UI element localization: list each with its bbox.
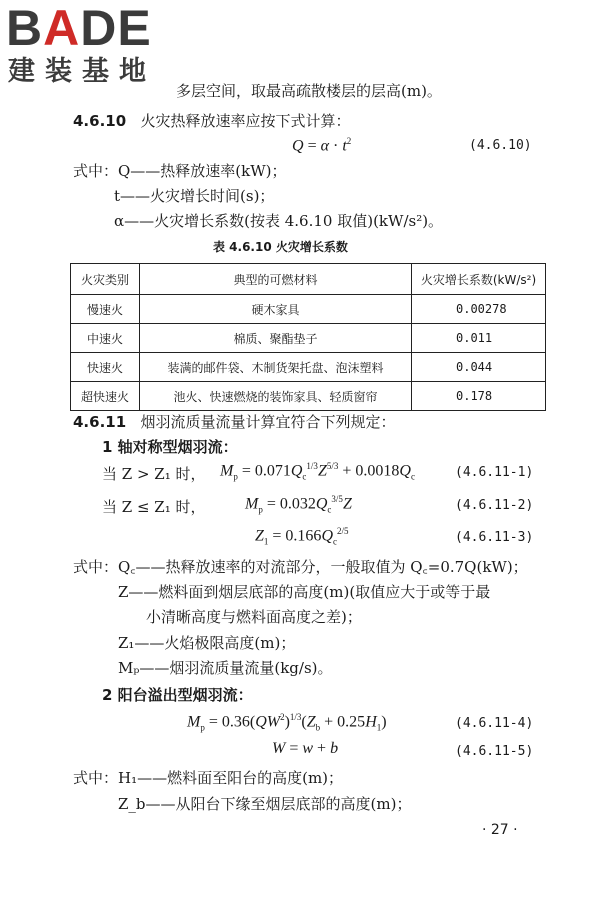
table-header: 火灾类别	[71, 264, 140, 295]
table-cell: 0.178	[412, 382, 546, 411]
table-cell: 硬木家具	[140, 295, 412, 324]
where-Z-line2: 小清晰高度与燃料面高度之差)；	[146, 608, 362, 626]
table-cell: 快速火	[71, 353, 140, 382]
table-header-row	[71, 264, 546, 295]
table-header: 火灾增长系数(kW/s²)	[412, 264, 546, 295]
logo-subtitle: 建装基地	[8, 56, 156, 87]
table-row	[71, 295, 546, 324]
where-Z1: Z₁——火焰极限高度(m)；	[118, 634, 296, 652]
table-row	[71, 324, 546, 353]
equation-4-6-11-5: W = w + b	[272, 740, 339, 757]
item-2-heading: 2 阳台溢出型烟羽流：	[102, 686, 253, 704]
table-cell: 超快速火	[71, 382, 140, 411]
table-cell: 棉质、聚酯垫子	[140, 324, 412, 353]
page-number: · 27 ·	[482, 822, 518, 838]
where-Qc: 式中：Q꜀——热释放速率的对流部分，一般取值为 Q꜀=0.7Q(kW)；	[73, 558, 528, 576]
item-1-heading: 1 轴对称型烟羽流：	[102, 438, 238, 456]
section-4-6-10: 4.6.10 火灾热释放速率应按下式计算：	[73, 112, 351, 130]
eq2-condition: 当 Z ≤ Z₁ 时，	[102, 498, 206, 516]
where-alpha: α——火灾增长系数(按表 4.6.10 取值)(kW/s²)。	[114, 212, 444, 230]
logo-wordmark: BADE	[6, 0, 152, 56]
table-cell: 0.00278	[412, 295, 546, 324]
where-H1: 式中：H₁——燃料面至阳台的高度(m)；	[73, 769, 344, 787]
eq-number-4-6-11-3: (4.6.11-3)	[455, 530, 534, 545]
equation-4-6-11-2: $M_p = 0.032Q_c^{3/5}Z$	[245, 494, 352, 515]
table-header: 典型的可燃材料	[140, 264, 412, 295]
eq-number-4-6-11-4: (4.6.11-4)	[455, 716, 534, 731]
table-cell: 慢速火	[71, 295, 140, 324]
where-Mp: Mₚ——烟羽流质量流量(kg/s)。	[118, 659, 333, 677]
where-Z-line1: Z——燃料面到烟层底部的高度(m)(取值应大于或等于最	[118, 583, 491, 601]
table-cell: 装满的邮件袋、木制货架托盘、泡沫塑料	[140, 353, 412, 382]
table-row	[71, 382, 546, 411]
where-Zb: Z_b——从阳台下缘至烟层底部的高度(m)；	[118, 795, 412, 813]
eq1-condition: 当 Z > Z₁ 时，	[102, 465, 206, 483]
table-cell: 中速火	[71, 324, 140, 353]
fire-growth-table	[70, 263, 546, 411]
equation-4-6-10: $Q = \alpha \cdot t^2$	[292, 136, 352, 155]
table-row	[71, 353, 546, 382]
equation-4-6-11-4: $M_p = 0.36(QW^2)^{1/3}(Z_b + 0.25H_1)$	[187, 712, 387, 733]
eq-number-4-6-11-1: (4.6.11-1)	[455, 465, 534, 480]
table-cell: 池火、快速燃烧的装饰家具、轻质窗帘	[140, 382, 412, 411]
eq-number-4-6-11-5: (4.6.11-5)	[455, 744, 534, 759]
eq-number-4-6-11-2: (4.6.11-2)	[455, 498, 534, 513]
table-cell: 0.044	[412, 353, 546, 382]
where-t: t——火灾增长时间(s)；	[114, 187, 275, 205]
equation-4-6-11-3: $Z_1 = 0.166Q_c^{2/5}$	[255, 526, 349, 547]
equation-4-6-11-1: $M_p = 0.071Q_c^{1/3}Z^{5/3} + 0.0018Q_c$	[220, 461, 415, 482]
table-cell: 0.011	[412, 324, 546, 353]
continued-text: 多层空间，取最高疏散楼层的层高(m)。	[176, 82, 442, 100]
table-caption: 表 4.6.10 火灾增长系数	[213, 240, 348, 254]
eq-number-4-6-10: (4.6.10)	[469, 138, 532, 153]
section-4-6-11: 4.6.11 烟羽流质量流量计算宜符合下列规定：	[73, 413, 396, 431]
where-Q: 式中：Q——热释放速率(kW)；	[73, 162, 287, 180]
